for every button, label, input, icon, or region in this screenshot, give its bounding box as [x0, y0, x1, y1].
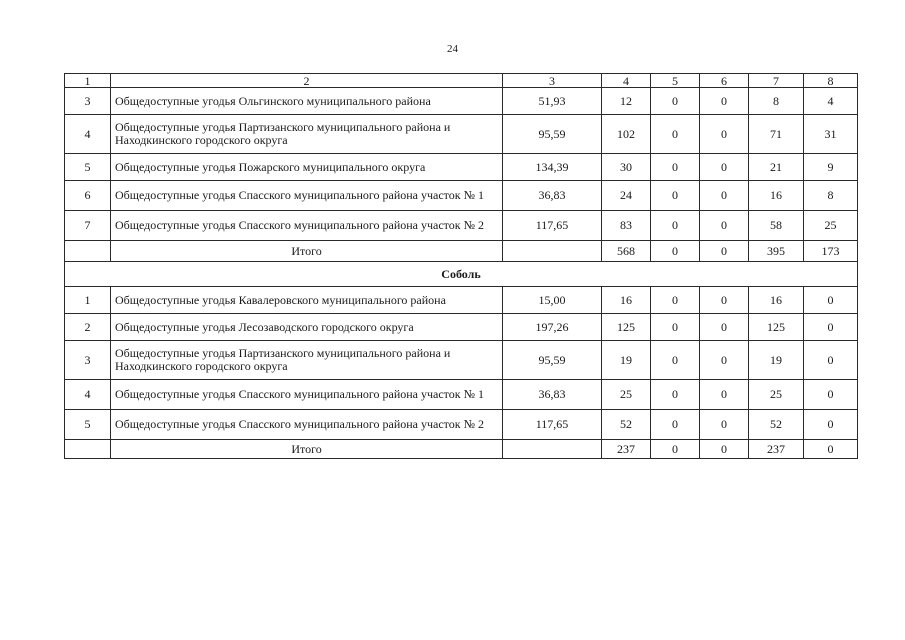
area-value: 36,83	[503, 181, 602, 211]
col4-value: 19	[602, 341, 651, 380]
total-col6: 0	[700, 241, 749, 262]
area-value: 197,26	[503, 314, 602, 341]
area-value: 95,59	[503, 341, 602, 380]
total-label: Итого	[111, 440, 503, 459]
table-row	[65, 341, 858, 380]
col8-value: 9	[804, 154, 858, 181]
col5-value: 0	[651, 341, 700, 380]
col7-value: 16	[749, 181, 804, 211]
table-row	[65, 181, 858, 211]
total-col8: 173	[804, 241, 858, 262]
col7-value: 21	[749, 154, 804, 181]
area-value: 36,83	[503, 380, 602, 410]
col5-value: 0	[651, 181, 700, 211]
col8-value: 25	[804, 211, 858, 241]
col6-value: 0	[700, 287, 749, 314]
table-row	[65, 154, 858, 181]
column-number-row	[65, 74, 858, 88]
total-label: Итого	[111, 241, 503, 262]
col8-value: 31	[804, 115, 858, 154]
col7-value: 71	[749, 115, 804, 154]
col4-value: 52	[602, 410, 651, 440]
empty-cell	[65, 440, 111, 459]
col4-value: 102	[602, 115, 651, 154]
row-number: 1	[65, 287, 111, 314]
table-row	[65, 211, 858, 241]
header-cell: 8	[804, 74, 858, 88]
table-row	[65, 287, 858, 314]
header-cell: 2	[111, 74, 503, 88]
ground-name: Общедоступные угодья Кавалеровского муниципального района	[111, 287, 503, 314]
ground-name: Общедоступные угодья Ольгинского муниципального района	[111, 88, 503, 115]
row-number: 4	[65, 115, 111, 154]
col7-value: 8	[749, 88, 804, 115]
col4-value: 125	[602, 314, 651, 341]
header-cell: 4	[602, 74, 651, 88]
row-number: 3	[65, 88, 111, 115]
total-col4: 237	[602, 440, 651, 459]
row-number: 6	[65, 181, 111, 211]
col6-value: 0	[700, 341, 749, 380]
col4-value: 12	[602, 88, 651, 115]
area-value: 51,93	[503, 88, 602, 115]
total-col5: 0	[651, 241, 700, 262]
section-title: Соболь	[65, 262, 858, 287]
ground-name: Общедоступные угодья Спасского муниципального района участок № 2	[111, 211, 503, 241]
total-col6: 0	[700, 440, 749, 459]
col8-value: 8	[804, 181, 858, 211]
area-value: 117,65	[503, 211, 602, 241]
header-cell: 7	[749, 74, 804, 88]
col6-value: 0	[700, 211, 749, 241]
col5-value: 0	[651, 380, 700, 410]
ground-name: Общедоступные угодья Партизанского муниципального района и Находкинского городского округа	[111, 341, 503, 380]
col6-value: 0	[700, 181, 749, 211]
header-cell: 3	[503, 74, 602, 88]
header-cell: 6	[700, 74, 749, 88]
total-row	[65, 241, 858, 262]
col7-value: 52	[749, 410, 804, 440]
ground-name: Общедоступные угодья Спасского муниципального района участок № 1	[111, 181, 503, 211]
empty-cell	[503, 440, 602, 459]
col5-value: 0	[651, 115, 700, 154]
table-row	[65, 88, 858, 115]
area-value: 117,65	[503, 410, 602, 440]
total-col7: 395	[749, 241, 804, 262]
col5-value: 0	[651, 314, 700, 341]
col6-value: 0	[700, 380, 749, 410]
col8-value: 4	[804, 88, 858, 115]
col8-value: 0	[804, 380, 858, 410]
col5-value: 0	[651, 287, 700, 314]
total-col4: 568	[602, 241, 651, 262]
ground-name: Общедоступные угодья Партизанского муниципального района и Находкинского городского округа	[111, 115, 503, 154]
col8-value: 0	[804, 314, 858, 341]
col5-value: 0	[651, 88, 700, 115]
total-col7: 237	[749, 440, 804, 459]
table-row	[65, 115, 858, 154]
col4-value: 16	[602, 287, 651, 314]
total-row	[65, 440, 858, 459]
col4-value: 25	[602, 380, 651, 410]
col5-value: 0	[651, 211, 700, 241]
page-number: 24	[447, 43, 458, 55]
row-number: 7	[65, 211, 111, 241]
row-number: 4	[65, 380, 111, 410]
header-cell: 5	[651, 74, 700, 88]
header-cell: 1	[65, 74, 111, 88]
col8-value: 0	[804, 341, 858, 380]
col8-value: 0	[804, 410, 858, 440]
col7-value: 19	[749, 341, 804, 380]
empty-cell	[503, 241, 602, 262]
row-number: 5	[65, 410, 111, 440]
ground-name: Общедоступные угодья Лесозаводского городского округа	[111, 314, 503, 341]
area-value: 134,39	[503, 154, 602, 181]
col6-value: 0	[700, 314, 749, 341]
empty-cell	[65, 241, 111, 262]
col7-value: 125	[749, 314, 804, 341]
section-header-row	[65, 262, 858, 287]
row-number: 5	[65, 154, 111, 181]
hunting-grounds-table	[64, 73, 858, 459]
total-col5: 0	[651, 440, 700, 459]
area-value: 15,00	[503, 287, 602, 314]
table-row	[65, 410, 858, 440]
col5-value: 0	[651, 154, 700, 181]
col6-value: 0	[700, 88, 749, 115]
col4-value: 83	[602, 211, 651, 241]
col4-value: 30	[602, 154, 651, 181]
ground-name: Общедоступные угодья Пожарского муниципального округа	[111, 154, 503, 181]
col7-value: 16	[749, 287, 804, 314]
total-col8: 0	[804, 440, 858, 459]
col7-value: 58	[749, 211, 804, 241]
table-row	[65, 380, 858, 410]
table-row	[65, 314, 858, 341]
col6-value: 0	[700, 115, 749, 154]
ground-name: Общедоступные угодья Спасского муниципального района участок № 2	[111, 410, 503, 440]
col7-value: 25	[749, 380, 804, 410]
col8-value: 0	[804, 287, 858, 314]
row-number: 2	[65, 314, 111, 341]
row-number: 3	[65, 341, 111, 380]
col6-value: 0	[700, 154, 749, 181]
col4-value: 24	[602, 181, 651, 211]
col6-value: 0	[700, 410, 749, 440]
ground-name: Общедоступные угодья Спасского муниципального района участок № 1	[111, 380, 503, 410]
area-value: 95,59	[503, 115, 602, 154]
col5-value: 0	[651, 410, 700, 440]
